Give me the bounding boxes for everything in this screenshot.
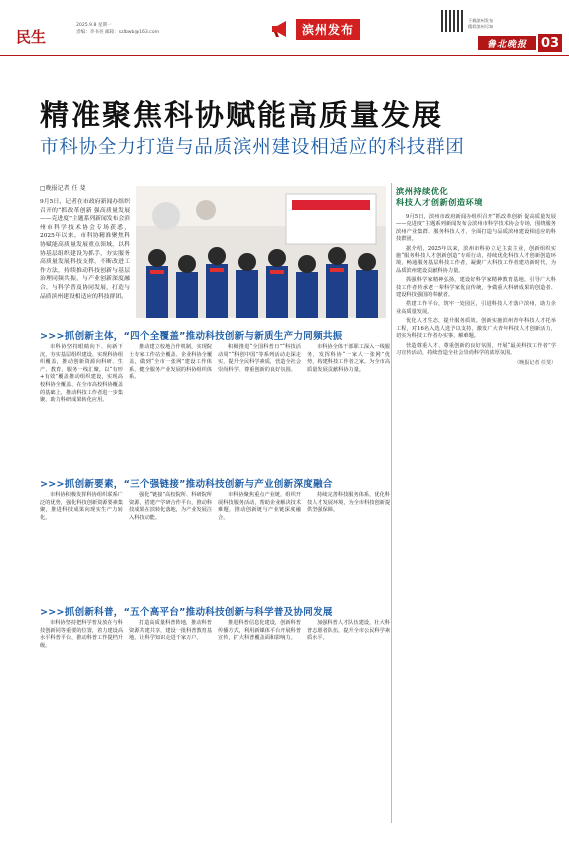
sidebar-paragraph: 抓强科学家精神弘扬，建设好科学家精神教育基地，引导广大科技工作者传承老一辈科学家优良传统，争做重大科研成果的创造者、建设科技强国的奉献者。 bbox=[396, 277, 556, 299]
newspaper-logo: 鲁北晚报 bbox=[478, 36, 536, 50]
text-column bbox=[129, 344, 212, 406]
news-photo bbox=[136, 186, 386, 318]
masthead bbox=[0, 0, 569, 56]
section-heading-1: >>>抓创新主体，“四个全覆盖”推动科技创新与新质生产力同频共振 bbox=[40, 331, 343, 342]
sidebar-paragraph: 9月5日，滨州市政府新闻办组织召开“抓改革创新 促高质量发展——克进度”主题系列新闻发布会滨州市科学技术协会专场，围绕服务滨州产业集群、服务科技人才，全面打造与品质滨州建设相适应的科技群团。 bbox=[396, 214, 556, 243]
body-paragraph: 推动建立校地合作机制，实现院士专家工作站全覆盖、企业科协全覆盖，做到“全市一张网”建设工作体系，健全服务产业发展的科协组织体系。 bbox=[129, 344, 213, 381]
column-divider bbox=[391, 183, 392, 823]
section-label: 民生 bbox=[16, 28, 47, 46]
sidebar-title bbox=[396, 186, 556, 208]
text-column bbox=[129, 492, 212, 523]
page-number: 03 bbox=[538, 34, 562, 52]
text-column bbox=[307, 344, 390, 406]
app-download-note bbox=[468, 18, 493, 30]
sidebar-title-line1: 滨州持续优化 bbox=[396, 186, 449, 196]
sidebar-article bbox=[396, 186, 556, 366]
section-heading-3: >>>抓创新科普，“五个高平台”推动科技创新与科学普及协同发展 bbox=[40, 607, 333, 618]
body-paragraph: 持续完善科技服务体系，优化科技人才发展环境，为全市科技创新提供坚强保障。 bbox=[307, 492, 391, 514]
text-column bbox=[218, 492, 301, 523]
sidebar-paragraph: 营造尊重人才、尊重创新的良好氛围，开展“最美科技工作者”学习宣传活动，持续营造全社会崇尚科学的浓厚氛围。 bbox=[396, 342, 556, 356]
body-paragraph: 市科协聚焦重点产业链，组织开展科技服务活动，帮助企业解决技术难题，推动创新链与产业链深度融合。 bbox=[218, 492, 302, 521]
subheadline: 市科协全力打造与品质滨州建设相适应的科技群团 bbox=[40, 137, 465, 158]
body-paragraph: 推进科普信息化建设，创新科普传播方式，利用新媒体平台开展科普宣传，扩大科普覆盖面和影响力。 bbox=[218, 620, 302, 642]
body-paragraph: 加强科普人才队伍建设，壮大科普志愿者队伍，提升全市公民科学素质水平。 bbox=[307, 620, 391, 642]
body-paragraph: 强化“链接”高校院所、科研院所资源，搭建产学研合作平台，推动科技成果在滨转化落地，为产业发展注入科技动能。 bbox=[129, 492, 213, 521]
slogan-line: 精彩滨州尽知 bbox=[468, 24, 494, 29]
text-column bbox=[129, 620, 212, 651]
body-paragraph: 打造高质量科普阵地，推动科普资源共建共享，建设一批科普教育基地，让科学知识走进千家万户。 bbox=[129, 620, 213, 642]
qr-code-icon bbox=[441, 10, 463, 32]
promo-label: 滨州发布 bbox=[296, 19, 360, 40]
body-paragraph: 市科协坚持把科学普及放在与科技创新同等重要的位置，着力建设高水平科普平台，推动科普工作提档升级。 bbox=[40, 620, 124, 649]
sidebar-paragraph: 搭建工作平台，筑牢一处园区，引进科技人才落户滨州，助力企业高质量发展。 bbox=[396, 301, 556, 315]
section-body-2 bbox=[40, 492, 390, 523]
text-column bbox=[307, 492, 390, 523]
megaphone-icon bbox=[270, 20, 292, 38]
body-paragraph: 市科协坚持眼睛向下、向新下沉，夯实基层组织建设。实现科协组织覆盖，推动创新资源向科研、生产、教育、服务一线汇聚。以“有形+有效”覆盖推动组织建设，实现高校科协全覆盖、在全市高校科协覆盖的基础上，推动科技工作者进一步集聚，助力科研成果转化应用。 bbox=[40, 344, 124, 404]
body-paragraph: 市科协积极发挥科协组织联系广泛的优势，强化科技创新资源要素集聚，推进科技成果向现实生产力转化。 bbox=[40, 492, 124, 521]
text-column bbox=[40, 620, 123, 651]
sidebar-title-line2: 科技人才创新创造环境 bbox=[396, 197, 483, 207]
text-column bbox=[218, 344, 301, 406]
editor-info: 责编：李书亮 邮箱：szlbwb@163.com bbox=[76, 30, 160, 35]
section-heading-2: >>>抓创新要素，“三个强链接”推动科技创新与产业创新深度融合 bbox=[40, 479, 333, 490]
text-column bbox=[307, 620, 390, 651]
issue-meta bbox=[76, 22, 159, 36]
text-column bbox=[40, 492, 123, 523]
issue-date: 2025.9.8 星期一 bbox=[76, 23, 112, 28]
sidebar-paragraph: 据介绍，2025年以来，滨州市科协立足主责主业，创新组织实施“服务科技人才创新创造”专项行动，持续优化科技人才创新创造环境，畅通服务基层科技工作者，凝聚广大科技工作者建功新时代，为品质滨州建设贡献科协力量。 bbox=[396, 245, 556, 274]
section-body-1 bbox=[40, 344, 390, 406]
byline: □晚报记者 任 斐 bbox=[40, 185, 86, 192]
lead-paragraph: 9月5日，记者在市政府新闻办组织召开的“抓改革创新 强高质量发展——克进度”主题系列新闻发布会滨州市科学技术协会专场获悉，2025年以来，市科协精准聚焦科协赋能高质量发展重点领域，以科协基层组织建设为抓手，夯实服务高质量发展科技支撑，不断改进工作方法，持续推动科技创新与基层治理同频共振，与产业创新深度融合，与科学普及协同发展，打造与品质滨州建设相适应的科技群团。 bbox=[40, 199, 130, 300]
section-body-3 bbox=[40, 620, 390, 651]
binzhou-release-banner bbox=[270, 18, 382, 40]
body-paragraph: 市科协全体干部职工深入一线服务，发挥科协“一家人一张网”优势，构建科技工作者之家，为全市高质量发展贡献科协力量。 bbox=[307, 344, 391, 373]
text-column bbox=[218, 620, 301, 651]
text-column bbox=[40, 344, 123, 406]
headline: 精准聚焦科协赋能高质量发展 bbox=[40, 98, 444, 132]
sidebar-paragraph: 优化人才生态，提升服务质效。创新实施滨州青年科技人才托举工程，对16名入选人选予以支持，激发广大青年科技人才创新活力，切实为科技工作者办实事、解难题。 bbox=[396, 318, 556, 340]
sidebar-body bbox=[396, 214, 556, 357]
sidebar-credit: （晚报记者 任斐） bbox=[514, 360, 556, 367]
body-paragraph: 积极推进“全国科普日”“科技活动周”“科创中国”等系列活动走深走实，提升全民科学素质，营造全社会崇尚科学、尊重创新的良好氛围。 bbox=[218, 344, 302, 373]
download-line: 下载滨州发布 bbox=[468, 18, 494, 23]
